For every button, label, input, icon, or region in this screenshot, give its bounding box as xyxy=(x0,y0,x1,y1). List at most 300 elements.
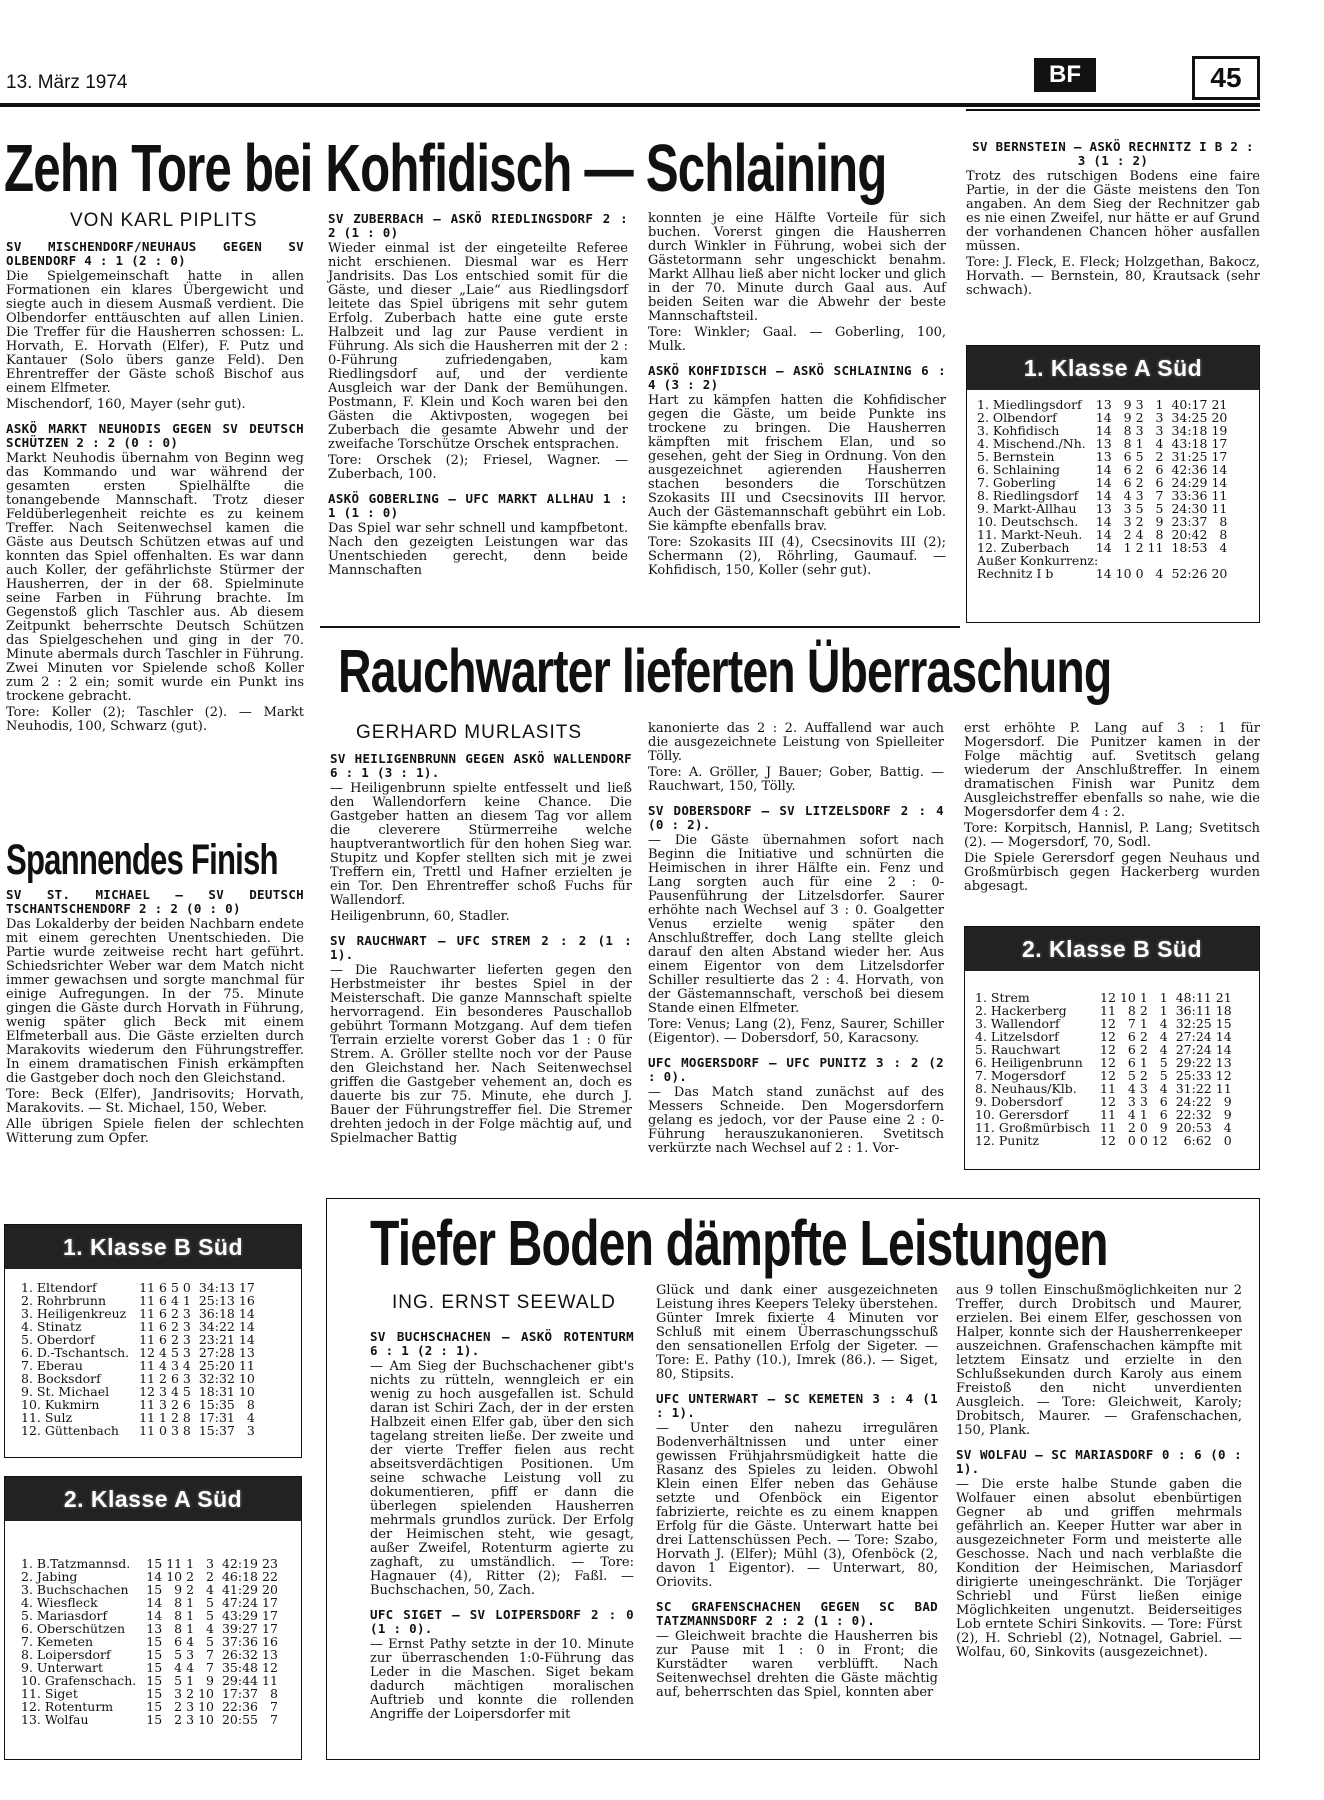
standings-value: 4 xyxy=(1159,1081,1168,1096)
standings-value: 15 xyxy=(146,1673,163,1688)
standings-value: 1 xyxy=(1159,990,1168,1005)
standings-value: 3 xyxy=(159,1384,167,1399)
standings-value: 34:22 xyxy=(198,1319,235,1334)
standings-value: 24:29 xyxy=(1171,475,1208,490)
game-heading: ASKÖ KOHFIDISCH — ASKÖ SCHLAINING 6 : 4 (3 : 2) xyxy=(648,363,946,392)
standings-value: 6 xyxy=(182,1397,191,1412)
standings-value: 6 xyxy=(170,1371,179,1386)
standings-value: 1 xyxy=(159,1410,167,1425)
game-report: kanonierte das 2 : 2. Auffallend war auch die ausgezeichnete Leistung von Spielleiter Tölly. xyxy=(648,721,944,764)
standings-value: 8 xyxy=(182,1423,191,1438)
team-name: 6. D.-Tschantsch. xyxy=(21,1345,130,1360)
standings-value: 2 xyxy=(186,1582,195,1597)
standings-value: 0 xyxy=(1139,1120,1148,1135)
standings-value: 6 xyxy=(1127,1055,1136,1070)
standings-value: 0 xyxy=(1139,1133,1148,1148)
standings-value: 15 xyxy=(146,1647,163,1662)
standings-value: 13 xyxy=(146,1621,163,1636)
standings-value: 10 xyxy=(1119,990,1136,1005)
standings-value: 3 xyxy=(170,1358,179,1373)
standings-value: 22:36 xyxy=(221,1699,258,1714)
standings-value: 5 xyxy=(206,1608,214,1623)
team-name: 4. Stinatz xyxy=(21,1319,82,1334)
standings-value: 6 xyxy=(1127,1029,1136,1044)
game-report: — Das Match stand zunächst auf des Messers Schneide. Den Mogersdorfern gelang es jedoch, vor der Pause eine 2 : 0-Führung herauszukanonieren. Svetitsch verkürzte nach Wechsel auf 2 : 1. Vor- xyxy=(648,1085,944,1156)
standings-value: 32:32 xyxy=(198,1371,235,1386)
standings-row xyxy=(19,1713,280,1726)
standings-value: 48:11 xyxy=(1175,990,1212,1005)
standings-value: 5 xyxy=(174,1673,183,1688)
standings-value: 11 xyxy=(1100,1081,1116,1096)
masthead-rule xyxy=(0,103,1260,107)
standings-value: 8 xyxy=(1123,436,1132,451)
team-name: 2. Hackerberg xyxy=(975,1003,1067,1018)
standings-value: 11 xyxy=(1100,1120,1116,1135)
standings-value: 11 xyxy=(1147,540,1164,555)
team-name: 9. Markt-Allhau xyxy=(977,501,1077,516)
standings-value: 14 xyxy=(238,1306,255,1321)
team-name: 7. Mogersdorf xyxy=(975,1068,1066,1083)
standings-note: Außer Konkurrenz: xyxy=(977,553,1099,568)
standings-value: 9 xyxy=(1123,410,1132,425)
team-name: 4. Litzelsdorf xyxy=(975,1029,1059,1044)
article2-headline: Rauchwarter lieferten Überraschung xyxy=(338,637,1112,706)
standings-value: 4 xyxy=(186,1660,195,1675)
standings-value: 2 xyxy=(1135,462,1144,477)
game-heading: UFC SIGET — SV LOIPERSDORF 2 : 0 (1 : 0). xyxy=(370,1607,634,1636)
standings-value: 15 xyxy=(146,1712,163,1727)
standings-value: 10 xyxy=(198,1712,214,1727)
standings-value: 15 xyxy=(146,1582,163,1597)
article2-rule xyxy=(320,626,960,628)
standings-value: 23:21 xyxy=(198,1332,235,1347)
team-name: 6. Schlaining xyxy=(977,462,1061,477)
standings-table xyxy=(19,1281,257,1437)
game-scorers: Tore: Orschek (2); Friesel, Wagner. — Zuberbach, 100. xyxy=(328,453,628,482)
standings-value: 17 xyxy=(1211,449,1228,464)
standings-value: 12 xyxy=(1100,1029,1116,1044)
standings-value: 1 xyxy=(1139,1016,1148,1031)
standings-value: 27:24 xyxy=(1175,1042,1212,1057)
standings-value: 1 xyxy=(186,1608,195,1623)
standings-value: 11 xyxy=(139,1280,155,1295)
article1-column-2 xyxy=(328,212,628,580)
standings-value: 15 xyxy=(146,1699,163,1714)
issue-date: 13. März 1974 xyxy=(6,72,128,93)
standings-value: 3 xyxy=(1155,410,1164,425)
standings-value: 4 xyxy=(246,1410,255,1425)
standings-value: 5 xyxy=(1159,1055,1168,1070)
standings-value: 15 xyxy=(146,1634,163,1649)
standings-value: 6 xyxy=(1123,449,1132,464)
game-report: — Die Rauchwarter lieferten gegen den Herbstmeister ihr bestes Spiel in der Meisterschaft. Die ganze Mannschaft spielte hervorragend. Ein besonderes Pauschallob gebührt Tormann Motzgang. Auf dem tiefen Terrain erzielte vorerst Gober das 1 : 0 für Strem. A. Gröller stellte noch vor der Pause den Gleichstand her. Nach Seitenwechsel griffen die Gastgeber vehement an, doch es dauerte bis zur 75. Minute, ehe durch J. Bauer der Führungstreffer fiel. Die Stremer drehten jedoch in der Folge mächtig auf, und Spielmacher Battig xyxy=(330,963,632,1146)
standings-value: 37:36 xyxy=(221,1634,258,1649)
logo-text: BF xyxy=(1049,61,1081,88)
standings-value: 6 xyxy=(1127,1042,1136,1057)
team-name: 7. Kemeten xyxy=(21,1634,94,1649)
game-report: Wieder einmal ist der eingeteilte Referee nicht erschienen. Diesmal war es Herr Jandrisits. Das Los entschied somit für die Gäste, und dieser „Laie“ aus Riedlingsdorf leitete das Spiel übrigens mit sehr gutem Erfolg. Zuberbach hatte eine gute erste Halbzeit und lag zur Pause verdient in Führung. Als sich die Hausherren mit der 2 : 0-Führung zufriedengaben, kam Riedlingsdorf auf, und der verdiente Ausgleich war der Dank der Bemühungen. Postmann, F. Klein und Koch waren bei den Gästen die Aktivposten, wogegen bei Zuberbach die gesamte Abwehr und der zweifache Torschütze Orschek entsprachen. xyxy=(328,241,628,452)
standings-value: 40:17 xyxy=(1171,397,1208,412)
standings-row xyxy=(973,1134,1234,1147)
standings-value: 5 xyxy=(206,1634,214,1649)
standings-value: 5 xyxy=(1135,449,1144,464)
masthead-rule-thin xyxy=(966,109,1260,111)
standings-value: 4 xyxy=(159,1358,167,1373)
standings-value: 10 xyxy=(166,1569,183,1584)
game-scorers: Tore: A. Gröller, J Bauer; Gober, Battig. — Rauchwart, 150, Tölly. xyxy=(648,765,944,794)
standings-value: 8 xyxy=(1219,527,1228,542)
standings-value: 6:62 xyxy=(1183,1133,1212,1148)
standings-value: 2 xyxy=(1155,449,1164,464)
game-report: — Die erste halbe Stunde gaben die Wolfauer einen absolut ebenbürtigen Gegner ab und griffen mehrmals gefährlich an. Keeper Hutter war aber in ausgezeichneter Form und meisterte alle Geschosse. Nach und nach verblaßte die Kondition der Heimischen, Mariasdorf dirigierte uneingeschränkt. Die Torjäger Schriebl und Fürst ließen einige Möglichkeiten ungenutzt. Beiderseitiges Lob erntete Schiri Sinkovits. — Tore: Fürst (2), H. Schriebl (2), Notnagel, Gabriel. — Wolfau, 60, Sinkovits (ausgezeichnet). xyxy=(956,1477,1242,1660)
standings-value: 12 xyxy=(1100,990,1116,1005)
team-name: 13. Wolfau xyxy=(21,1712,89,1727)
standings-title: 2. Klasse B Süd xyxy=(965,927,1259,971)
standings-value: 11 xyxy=(1211,488,1228,503)
standings-value: 4 xyxy=(1127,1081,1136,1096)
standings-value: 4 xyxy=(186,1634,195,1649)
standings-value: 4 xyxy=(206,1621,214,1636)
standings-value: 27:28 xyxy=(198,1345,235,1360)
standings-value: 12 xyxy=(1100,1094,1116,1109)
standings-value: 20 xyxy=(1211,410,1228,425)
standings-value: 12 xyxy=(1100,1055,1116,1070)
standings-value: 6 xyxy=(1123,475,1132,490)
standings-value: 15:37 xyxy=(198,1423,235,1438)
standings-value: 3 xyxy=(182,1345,191,1360)
standings-value: 3 xyxy=(1135,397,1144,412)
standings-value: 42:19 xyxy=(221,1556,258,1571)
newspaper-logo xyxy=(1034,58,1096,92)
team-name: 12. Punitz xyxy=(975,1133,1039,1148)
standings-value: 12 xyxy=(1215,1068,1232,1083)
team-name: 9. Unterwart xyxy=(21,1660,104,1675)
game-scorers: Tore: Winkler; Gaal. — Goberling, 100, Mulk. xyxy=(648,325,946,354)
standings-value: 24:30 xyxy=(1171,501,1208,516)
standings-value: 43:18 xyxy=(1171,436,1208,451)
standings-value: 5 xyxy=(1135,501,1144,516)
standings-value: 3 xyxy=(1123,501,1132,516)
standings-value: 11 xyxy=(238,1358,255,1373)
article3-column-3 xyxy=(956,1284,1242,1662)
standings-value: 5 xyxy=(170,1345,179,1360)
standings-value: 5 xyxy=(1155,501,1164,516)
team-name: 10. Deutschsch. xyxy=(977,514,1079,529)
standings-value: 35:48 xyxy=(221,1660,258,1675)
standings-value: 14 xyxy=(1095,410,1112,425)
standings-value: 8 xyxy=(174,1595,183,1610)
team-name: 5. Bernstein xyxy=(977,449,1055,464)
standings-value: 2 xyxy=(1139,1003,1148,1018)
standings-value: 3 xyxy=(182,1332,191,1347)
standings-value: 11 xyxy=(139,1410,155,1425)
team-name: 8. Bocksdorf xyxy=(21,1371,101,1386)
standings-value: 1 xyxy=(182,1293,191,1308)
standings-value: 1 xyxy=(1139,1107,1148,1122)
standings-value: 43:29 xyxy=(221,1608,258,1623)
standings-value: 4 xyxy=(170,1293,179,1308)
article2-byline: GERHARD MURLASITS xyxy=(356,722,583,743)
standings-value: 14 xyxy=(1095,423,1112,438)
game-heading: SV WOLFAU — SC MARIASDORF 0 : 6 (0 : 1). xyxy=(956,1447,1242,1476)
standings-value: 5 xyxy=(174,1647,183,1662)
team-name: 3. Heiligenkreuz xyxy=(21,1306,127,1321)
team-name: 12. Rotenturm xyxy=(21,1699,114,1714)
standings-value: 15 xyxy=(146,1686,163,1701)
standings-value: 10 xyxy=(238,1384,255,1399)
standings-value: 29:44 xyxy=(221,1673,258,1688)
team-name: 3. Wallendorf xyxy=(975,1016,1060,1031)
standings-value: 1 xyxy=(186,1556,195,1571)
standings-value: 5 xyxy=(1127,1068,1136,1083)
standings-value: 10 xyxy=(1115,566,1132,581)
standings-value: 14 xyxy=(146,1569,163,1584)
standings-value: 11 xyxy=(262,1673,278,1688)
game-report: Markt Neuhodis übernahm von Beginn weg das Kommando und war während der gesamten ersten Spielhälfte die tonangebende Mannschaft. Trotz dieser Feldüberlegenheit reichte es zu keinem Treffer. Nach Seitenwechsel kamen die Gäste aus Deutsch Schützen etwas auf und konnten das Spiel offenhalten. Es war dann auch Koller, der gefährlichste Stürmer der Hausherren, der in der 68. Spielminute seine Farben in Führung brachte. Im Gegenstoß glich Taschler aus. Ab diesem Zeitpunkt beherrschte Deutsch Schützen das Spielgeschehen und ging in der 70. Minute abermals durch Taschler in Führung. Zwei Minuten vor Spielende schoß Koller zum 2 : 2 ein; somit wurde ein Punkt ins trockene gebracht. xyxy=(6,451,304,704)
standings-value: 16 xyxy=(262,1634,278,1649)
standings-value: 3 xyxy=(1123,514,1132,529)
article3-headline: Tiefer Boden dämpfte Leistungen xyxy=(370,1206,1108,1279)
team-name: 6. Oberschützen xyxy=(21,1621,126,1636)
standings-2-klasse-a xyxy=(4,1476,302,1760)
standings-value: 22 xyxy=(262,1569,278,1584)
standings-value: 7 xyxy=(1155,488,1164,503)
team-name: 11. Sulz xyxy=(21,1410,73,1425)
team-name: 10. Kukmirn xyxy=(21,1397,100,1412)
standings-value: 20:53 xyxy=(1175,1120,1212,1135)
standings-value: 2 xyxy=(170,1306,179,1321)
team-name: 10. Grafenschach. xyxy=(21,1673,137,1688)
standings-value: 8 xyxy=(174,1608,183,1623)
standings-value: 17 xyxy=(1211,436,1228,451)
standings-value: 14 xyxy=(1211,475,1228,490)
game-report: — Heiligenbrunn spielte entfesselt und ließ den Wallendorfern keine Chance. Die Gastgeber hatten an diesem Tag vor allem die cleverere Stürmerreihe welche hauptverantwortlich für den hohen Sieg war. Stupitz und Kopfer stellten sich mit je zwei Treffern ein, Trettl und Hafner erzielten je ein Tor. Den Ehrentreffer schoß Fuchs für Wallendorf. xyxy=(330,781,632,908)
standings-value: 12 xyxy=(1100,1016,1116,1031)
standings-value: 9 xyxy=(206,1673,214,1688)
standings-value: 14 xyxy=(1095,475,1112,490)
standings-value: 15 xyxy=(146,1660,163,1675)
standings-value: 52:26 xyxy=(1171,566,1208,581)
team-name: 11. Markt-Neuh. xyxy=(977,527,1083,542)
standings-value: 10 xyxy=(198,1686,214,1701)
standings-value: 9 xyxy=(1159,1120,1168,1135)
standings-value: 3 xyxy=(1139,1094,1148,1109)
standings-value: 2 xyxy=(170,1410,179,1425)
team-name: 2. Rohrbrunn xyxy=(21,1293,106,1308)
game-heading: SV HEILIGENBRUNN GEGEN ASKÖ WALLENDORF 6 : 1 (3 : 1). xyxy=(330,751,632,780)
standings-value: 20:42 xyxy=(1171,527,1208,542)
team-name: 9. St. Michael xyxy=(21,1384,110,1399)
game-heading: SV RAUCHWART — UFC STREM 2 : 2 (1 : 1). xyxy=(330,933,632,962)
game-scorers: Tore: Beck (Elfer), Jandrisovits; Horvath, Marakovits. — St. Michael, 150, Weber. xyxy=(6,1087,304,1116)
standings-value: 12 xyxy=(1100,1133,1116,1148)
game-heading: SV BERNSTEIN — ASKÖ RECHNITZ I B 2 : 3 (1 : 2) xyxy=(972,139,1254,168)
standings-value: 11 xyxy=(1211,501,1228,516)
team-name: 3. Buchschachen xyxy=(21,1582,129,1597)
standings-value: 11 xyxy=(139,1358,155,1373)
standings-value: 4 xyxy=(1127,1107,1136,1122)
article-finish xyxy=(6,888,304,1148)
standings-value: 47:24 xyxy=(221,1595,258,1610)
standings-value: 2 xyxy=(206,1569,214,1584)
finish-headline: Spannendes Finish xyxy=(6,837,278,885)
standings-value: 11 xyxy=(1100,1107,1116,1122)
game-report: erst erhöhte P. Lang auf 3 : 1 für Mogersdorf. Die Punitzer kamen in der Folge mächtig auf. Svetitsch gelang wiederum der Anschlußtreffer. In einem dramatischen Finish war Punitz dem Ausgleichstreffer ebenfalls so nahe, wie die Mogersdorfer dem 4 : 2. xyxy=(964,721,1260,820)
standings-value: 41:29 xyxy=(221,1582,258,1597)
team-name: 8. Neuhaus/Klb. xyxy=(975,1081,1077,1096)
standings-value: 36:11 xyxy=(1175,1003,1212,1018)
standings-value: 12 xyxy=(262,1660,278,1675)
game-report: — Die Gäste übernahmen sofort nach Beginn die Initiative und schnürten die Heimischen in ihrer Hälfte ein. Fenz und Lang sorgten auch für eine 2 : 0-Pausenführung der Litzelsdorfer. Saurer erhöhte nach Wechsel auf 3 : 0. Goalgetter Venus erzielte wenig später den Anschlußtreffer, doch Lang stellte gleich darauf den alten Abstand wieder her. Aus einem Eigentor von dem Litzelsdorfer Schiller resultierte das 2 : 4. Horvath, von der Gästemannschaft, verschoß bei diesem Stande einen Elfmeter. xyxy=(648,833,944,1016)
standings-value: 11 xyxy=(139,1306,155,1321)
standings-value: 14 xyxy=(1215,1029,1232,1044)
standings-value: 4 xyxy=(1123,488,1132,503)
standings-title: 1. Klasse A Süd xyxy=(967,346,1259,390)
standings-value: 11 xyxy=(139,1319,155,1334)
standings-value: 15:35 xyxy=(198,1397,235,1412)
standings-value: 21 xyxy=(1215,990,1232,1005)
standings-value: 18 xyxy=(1215,1003,1232,1018)
standings-value: 17 xyxy=(262,1595,278,1610)
standings-1-klasse-b xyxy=(4,1224,302,1458)
game-report: — Am Sieg der Buchschachener gibt's nichts zu rütteln, wenngleich er ein wenig zu hoch ausgefallen ist. Schuld daran ist Schiri Zach, der in der ersten Halbzeit einen Elfer gab, über den sich tagelang streiten ließe. Der zweite und der vierte Treffer fielen aus recht abseitsverdächtigen Positionen. Um seine schwache Leistung voll zu dokumentieren, pfiff er dann die überlegen spielenden Hausherren mehrmals grundlos zurück. Der Erfolg der Heimischen steht, wie gesagt, außer Zweifel, Rotenturm agierte zu zaghaft, zu umständlich. — Tore: Hagnauer (4), Ritter (2); Faßl. — Buchschachen, 50, Zach. xyxy=(370,1359,634,1598)
article1-byline: VON KARL PIPLITS xyxy=(70,210,258,231)
standings-value: 3 xyxy=(246,1423,255,1438)
standings-value: 6 xyxy=(1155,475,1164,490)
standings-value: 25:13 xyxy=(198,1293,235,1308)
team-name: 10. Gerersdorf xyxy=(975,1107,1069,1122)
standings-value: 2 xyxy=(1135,540,1144,555)
game-heading: SV ST. MICHAEL — SV DEUTSCH TSCHANTSCHENDORF 2 : 2 (0 : 0) xyxy=(6,887,304,916)
standings-value: 39:27 xyxy=(221,1621,258,1636)
game-report: Glück und dank einer ausgezeichneten Leistung ihres Keepers Teleky überstehen. Günter Imrek fixierte 4 Minuten vor Schluß mit einem Überraschungsschuß den sensationellen Erfolg der Sigeter. — Tore: E. Pathy (10.), Imrek (86.). — Siget, 80, Stipsits. xyxy=(656,1283,938,1382)
game-report: Das Lokalderby der beiden Nachbarn endete mit einem gerechten Unentschieden. Die Partie wurde zeitweise recht hart geführt. Schiedsrichter Weber war dem Match nicht immer gewachsen und sorgte manchmal für einige Aufregungen. In der 75. Minute gingen die Gäste durch Horvath in Führung, wenig später glich Beck mit einem Elfmeterball aus. Die Gäste erzielten durch Marakovits wiederum den Führungstreffer. In einem dramatischen Finish erkämpften die Gastgeber doch noch den Gleichstand. xyxy=(6,917,304,1086)
standings-value: 4 xyxy=(1159,1016,1168,1031)
standings-value: 1 xyxy=(1155,397,1164,412)
article1-column-1 xyxy=(6,240,304,736)
standings-value: 34:18 xyxy=(1171,423,1208,438)
standings-value: 0 xyxy=(1135,566,1144,581)
standings-value: 1 xyxy=(1139,1055,1148,1070)
team-name: 5. Mariasdorf xyxy=(21,1608,108,1623)
standings-value: 6 xyxy=(174,1634,183,1649)
standings-value: 9 xyxy=(1223,1107,1232,1122)
standings-value: 5 xyxy=(182,1384,191,1399)
standings-table xyxy=(975,398,1229,580)
standings-value: 8 xyxy=(1219,514,1228,529)
standings-value: 7 xyxy=(206,1647,214,1662)
standings-value: 26:32 xyxy=(221,1647,258,1662)
standings-value: 42:36 xyxy=(1171,462,1208,477)
game-report: Die Spielgemeinschaft hatte in allen Formationen ein klares Übergewicht und siegte auch in diesem Ausmaß verdient. Die Olbendorfer enttäuschten auf allen Linien. Die Treffer für die Hausherren schossen: L. Horvath, E. Horvath (Elfer), F. Putz und Kantauer (Solo übers ganze Feld). Den Ehrentreffer der Gäste schoß Bischof aus einem Elfmeter. xyxy=(6,269,304,396)
standings-value: 12 xyxy=(1100,1068,1116,1083)
team-name: 2. Olbendorf xyxy=(977,410,1057,425)
team-name: 8. Loipersdorf xyxy=(21,1647,111,1662)
standings-value: 31:22 xyxy=(1175,1081,1212,1096)
standings-value: 4 xyxy=(170,1384,179,1399)
standings-value: 11 xyxy=(1100,1003,1116,1018)
standings-value: 36:18 xyxy=(198,1306,235,1321)
standings-value: 4 xyxy=(182,1358,191,1373)
standings-value: 20 xyxy=(262,1582,278,1597)
team-name: Rechnitz I b xyxy=(977,566,1054,581)
game-info: Heiligenbrunn, 60, Stadler. xyxy=(330,909,510,924)
standings-value: 25:33 xyxy=(1175,1068,1212,1083)
standings-value: 23 xyxy=(262,1556,278,1571)
standings-table xyxy=(19,1557,280,1726)
standings-value: 2 xyxy=(170,1332,179,1347)
standings-value: 8 xyxy=(1155,527,1164,542)
standings-value: 11 xyxy=(139,1371,155,1386)
team-name: 5. Oberdorf xyxy=(21,1332,95,1347)
standings-value: 17 xyxy=(238,1280,255,1295)
standings-value: 17 xyxy=(262,1621,278,1636)
article2-column-2 xyxy=(648,722,944,1158)
game-heading: SV DOBERSDORF — SV LITZELSDORF 2 : 4 (0 : 2). xyxy=(648,803,944,832)
team-name: 12. Zuberbach xyxy=(977,540,1070,555)
standings-value: 1 xyxy=(186,1621,195,1636)
standings-value: 4 xyxy=(1159,1042,1168,1057)
standings-value: 13 xyxy=(1095,449,1112,464)
standings-value: 3 xyxy=(1139,1081,1148,1096)
standings-value: 4 xyxy=(1155,436,1164,451)
standings-value: 16 xyxy=(238,1293,255,1308)
game-report: — Gleichweit brachte die Hausherren bis zur Pause mit 1 : 0 in Front; die Kurstädter waren verblüfft. Nach Seitenwechsel drehten die Gäste mächtig auf, beherrschten das Spiel, konnten aber xyxy=(656,1629,938,1700)
standings-value: 4 xyxy=(159,1345,167,1360)
game-report: Das Spiel war sehr schnell und kampfbetont. Nach den gezeigten Leistungen war das Unentschieden gerecht, denn beide Mannschaften xyxy=(328,521,628,578)
standings-value: 6 xyxy=(1123,462,1132,477)
standings-value: 14 xyxy=(146,1595,163,1610)
team-name: 3. Kohfidisch xyxy=(977,423,1060,438)
standings-value: 32:25 xyxy=(1175,1016,1212,1031)
standings-value: 3 xyxy=(182,1306,191,1321)
standings-value: 4 xyxy=(1223,1120,1232,1135)
standings-value: 2 xyxy=(1139,1042,1148,1057)
standings-value: 1 xyxy=(186,1673,195,1688)
standings-value: 10 xyxy=(238,1371,255,1386)
standings-value: 6 xyxy=(1159,1107,1168,1122)
game-report: — Ernst Pathy setzte in der 10. Minute zur überraschenden 1:0-Führung das Leder in die Maschen. Siget bekam dadurch mächtigen moralischen Auftrieb und konnte die rollenden Angriffe der Loipersdorfer mit xyxy=(370,1637,634,1722)
standings-value: 6 xyxy=(159,1293,167,1308)
standings-value: 13 xyxy=(1095,397,1112,412)
team-name: 1. Miedlingsdorf xyxy=(977,397,1082,412)
standings-value: 8 xyxy=(174,1621,183,1636)
standings-value: 21 xyxy=(1211,397,1228,412)
standings-value: 15 xyxy=(146,1556,163,1571)
standings-value: 12 xyxy=(1100,1042,1116,1057)
game-scorers: Tore: Korpitsch, Hannisl, P. Lang; Svetitsch (2). — Mogersdorf, 70, Sodl. xyxy=(964,821,1260,850)
standings-value: 34:25 xyxy=(1171,410,1208,425)
game-heading: ASKÖ GOBERLING — UFC MARKT ALLHAU 1 : 1 (1 : 0) xyxy=(328,491,628,520)
game-heading: UFC UNTERWART — SC KEMETEN 3 : 4 (1 : 1). xyxy=(656,1391,938,1420)
standings-value: 7 xyxy=(206,1660,214,1675)
standings-value: 6 xyxy=(159,1280,167,1295)
standings-value: 0 xyxy=(159,1423,167,1438)
team-name: 12. Güttenbach xyxy=(21,1423,119,1438)
standings-value: 7 xyxy=(1127,1016,1136,1031)
game-report: konnten je eine Hälfte Vorteile für sich buchen. Vorerst gingen die Hausherren durch Winkler in Führung, wobei sich der Gästetormann sehr ungeschickt benahm. Markt Allhau ließ aber nicht locker und glich in der 70. Minute durch Gaal aus. Auf beiden Seiten war die Abwehr der beste Mannschaftsteil. xyxy=(648,211,946,324)
standings-value: 14 xyxy=(1215,1042,1232,1057)
standings-value: 6 xyxy=(159,1319,167,1334)
standings-value: 8 xyxy=(269,1686,278,1701)
standings-value: 2 xyxy=(1139,1029,1148,1044)
game-report: aus 9 tollen Einschußmöglichkeiten nur 2 Treffer, durch Drobitsch und Maurer, erzielen. Bei einem Elfer, geschossen von Halper, konnte sich der Hausherrenkeeper auszeichnen. Grafenschachen kämpfte mit letztem Einsatz und erzielte in den Schlußsekunden durch Karoly aus einem Freistoß den nicht unverdienten Ausgleich. — Tore: Gleichweit, Karoly; Drobitsch, Maurer. — Grafenschachen, 150, Plank. xyxy=(956,1283,1242,1438)
standings-value: 17 xyxy=(262,1608,278,1623)
standings-value: 2 xyxy=(159,1371,167,1386)
article1-column-3 xyxy=(648,212,946,580)
game-scorers: Tore: Venus; Lang (2), Fenz, Saurer, Schiller (Eigentor). — Dobersdorf, 50, Karacsony. xyxy=(648,1017,944,1046)
standings-title: 2. Klasse A Süd xyxy=(5,1477,301,1521)
